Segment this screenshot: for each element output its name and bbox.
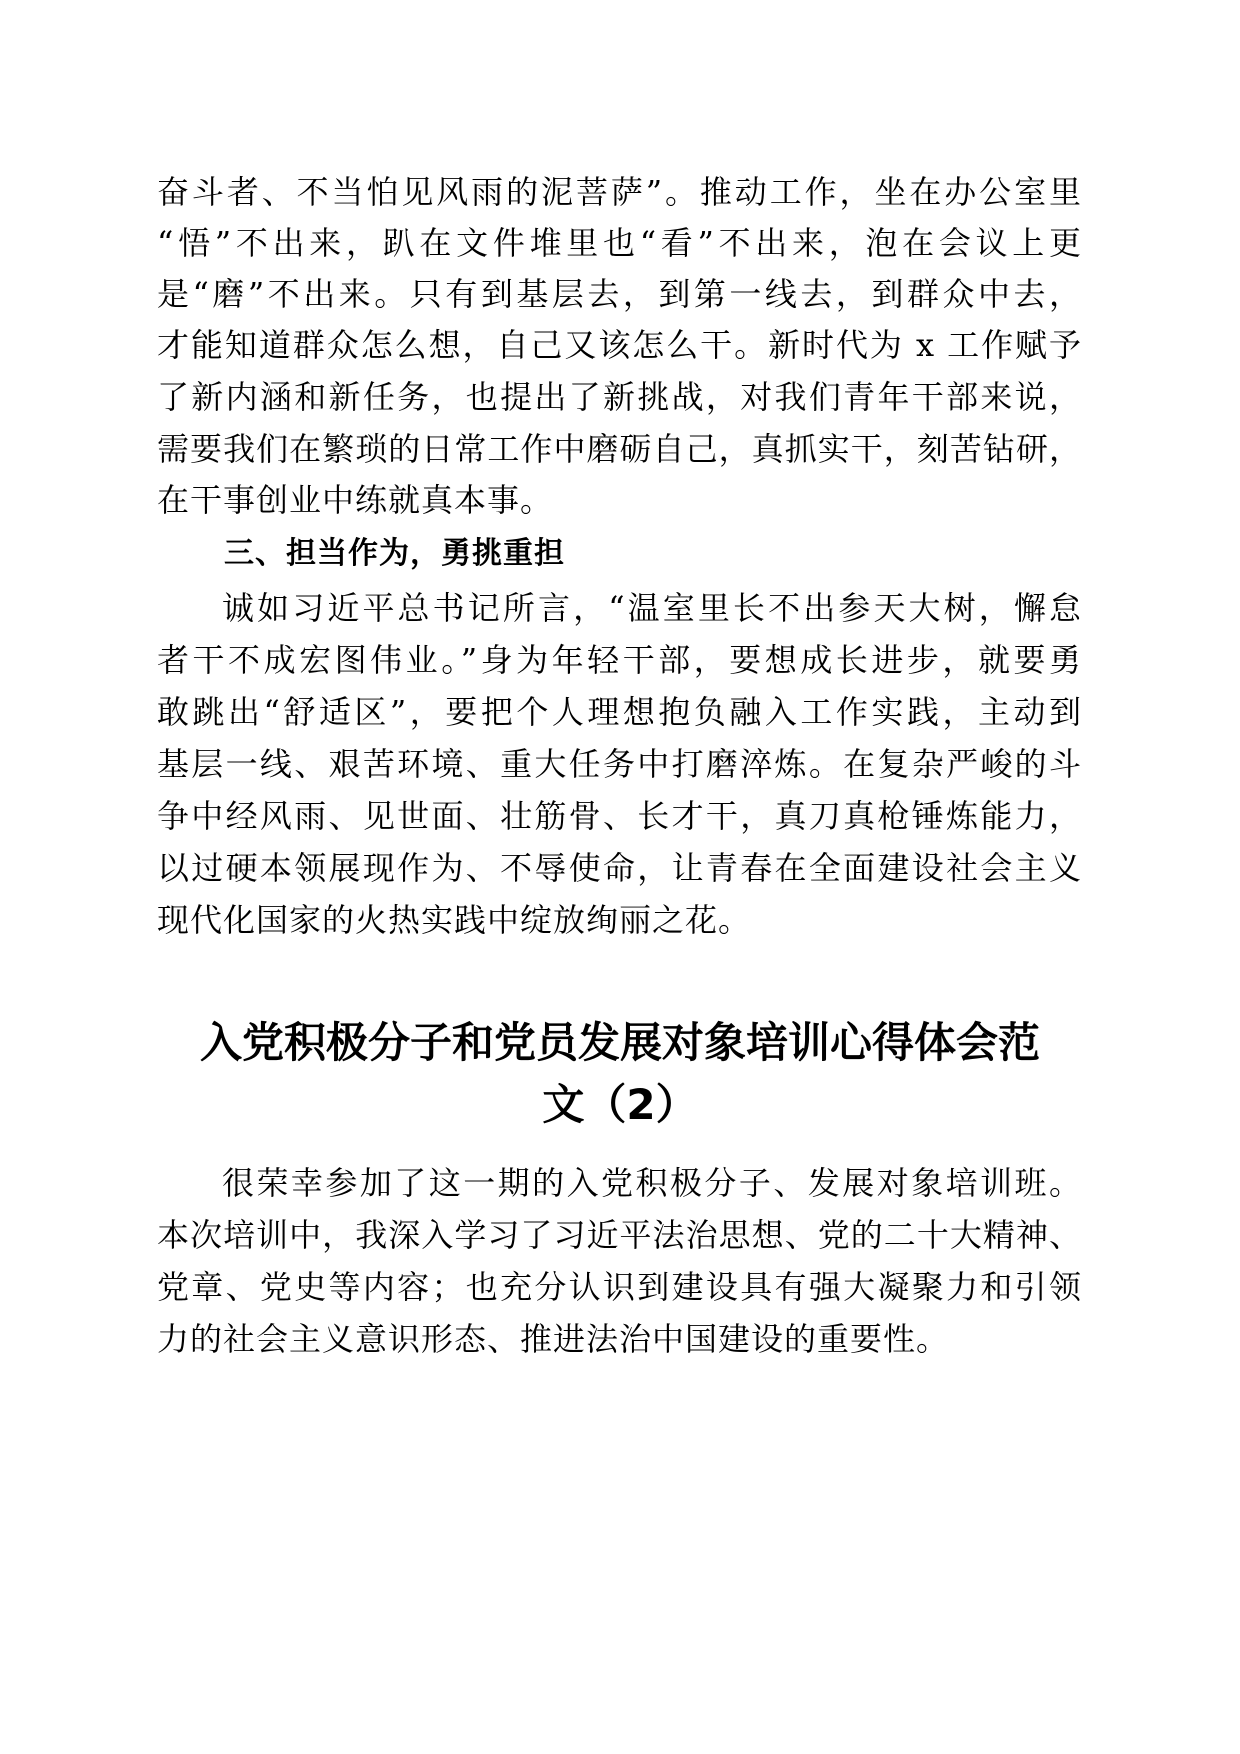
article-title-line: 入党积极分子和党员发展对象培训心得体会范 xyxy=(199,1018,1040,1067)
paragraph-line: 在干事创业中练就真本事。 xyxy=(157,481,554,519)
paragraph-line: 者干不成宏图伟业。”身为年轻干部，要想成长进步，就要勇 xyxy=(157,641,1082,679)
paragraph-line: 争中经风雨、见世面、壮筋骨、长才干，真刀真枪锤炼能力， xyxy=(157,797,1082,835)
paragraph-line: 诚如习近平总书记所言，“温室里长不出参天大树，懈怠 xyxy=(222,589,1082,627)
paragraph-line: 现代化国家的火热实践中绽放绚丽之花。 xyxy=(157,901,752,939)
paragraph-line: 敢跳出“舒适区”，要把个人理想抱负融入工作实践，主动到 xyxy=(157,693,1082,731)
paragraph-line: 才能知道群众怎么想，自己又该怎么干。新时代为 x 工作赋予 xyxy=(157,326,1082,364)
paragraph-line: 奋斗者、不当怕见风雨的泥菩萨”。推动工作，坐在办公室里 xyxy=(157,173,1082,211)
paragraph-line: 很荣幸参加了这一期的入党积极分子、发展对象培训班。 xyxy=(222,1164,1082,1202)
paragraph-line: 基层一线、艰苦环境、重大任务中打磨淬炼。在复杂严峻的斗 xyxy=(157,745,1082,783)
paragraph-line: 本次培训中，我深入学习了习近平法治思想、党的二十大精神、 xyxy=(157,1216,1082,1254)
paragraph-line: “悟”不出来，趴在文件堆里也“看”不出来，泡在会议上更 xyxy=(157,224,1082,262)
paragraph-line: 以过硬本领展现作为、不辱使命，让青春在全面建设社会主义 xyxy=(157,849,1082,887)
paragraph-line: 了新内涵和新任务，也提出了新挑战，对我们青年干部来说， xyxy=(157,378,1082,416)
section-heading: 三、担当作为，勇挑重担 xyxy=(224,536,565,571)
paragraph-line: 力的社会主义意识形态、推进法治中国建设的重要性。 xyxy=(157,1320,950,1358)
paragraph-line: 党章、党史等内容；也充分认识到建设具有强大凝聚力和引领 xyxy=(157,1268,1082,1306)
paragraph-line: 需要我们在繁琐的日常工作中磨砺自己，真抓实干，刻苦钻研， xyxy=(157,430,1082,468)
article-title-line: 文（2） xyxy=(542,1080,698,1129)
paragraph-line: 是“磨”不出来。只有到基层去，到第一线去，到群众中去， xyxy=(157,275,1082,313)
